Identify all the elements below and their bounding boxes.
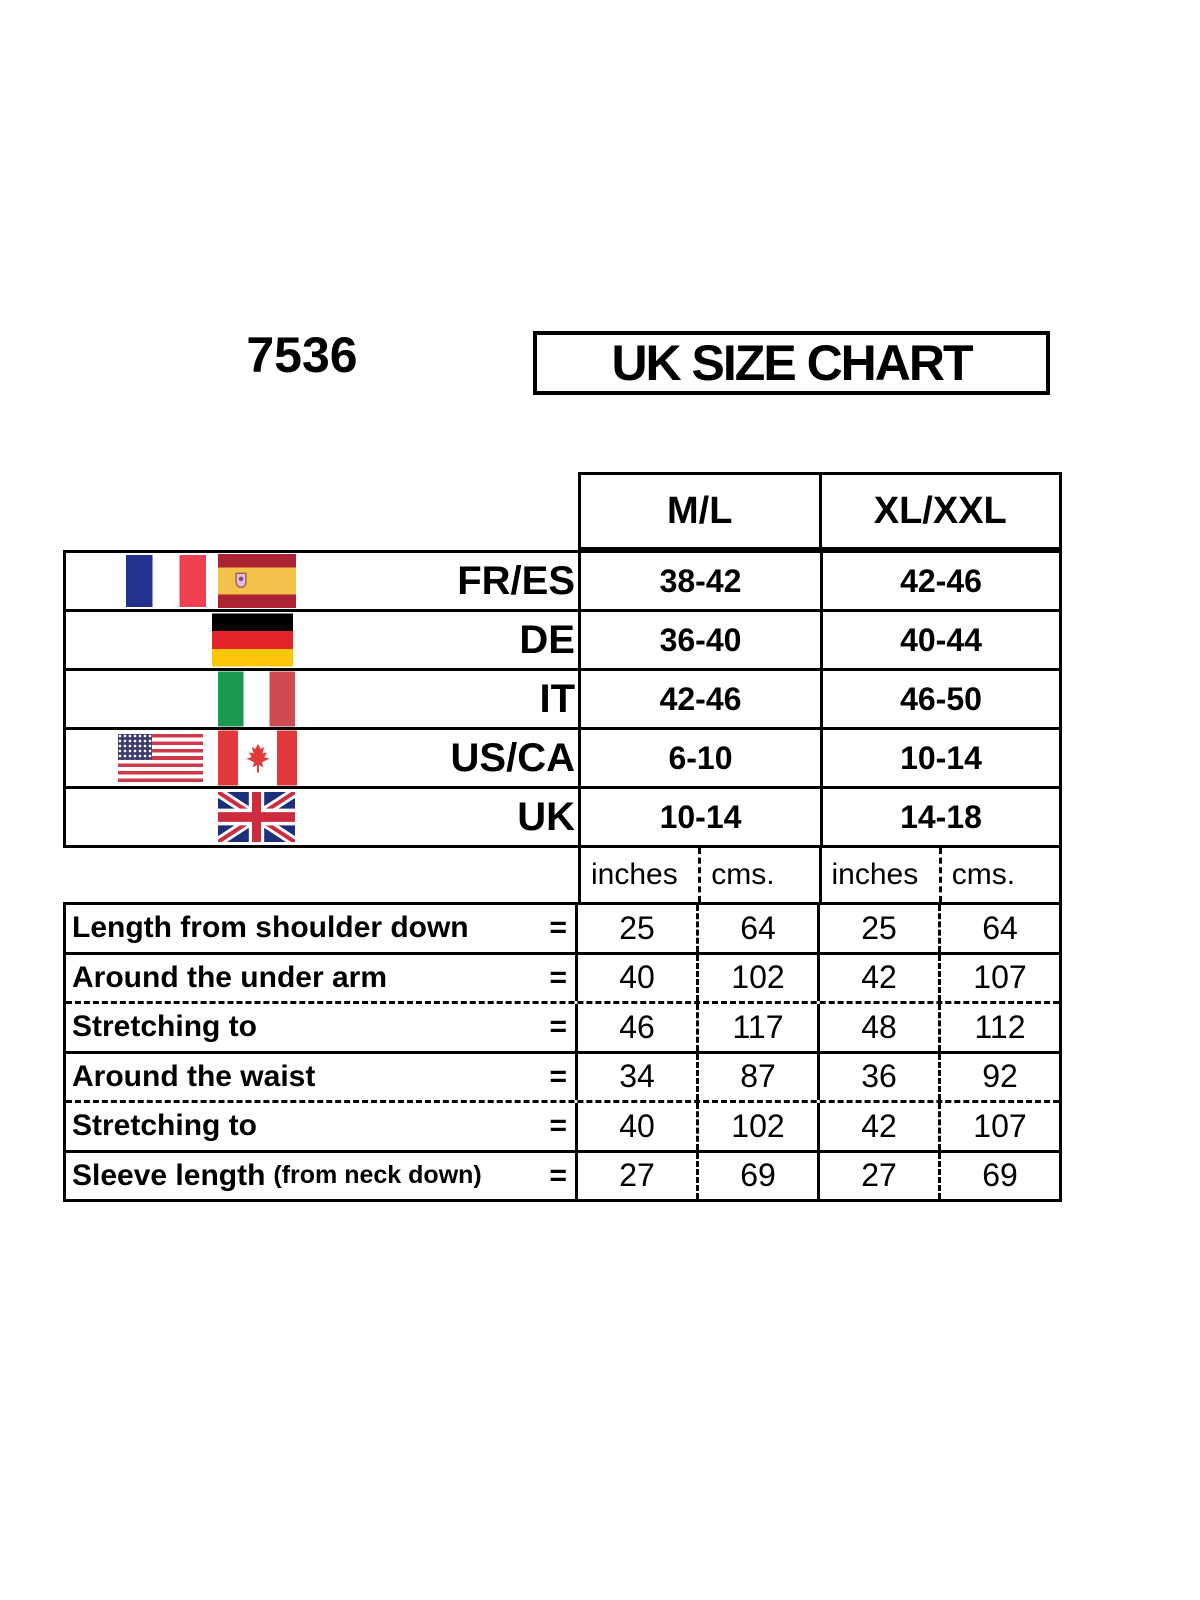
value-ml-inches: 40 [578,955,699,1002]
uk-flag-icon [218,792,295,842]
table-row-shoulder-length [66,905,1059,955]
value-xlxxl-inches: 36 [820,1054,941,1101]
table-row-under-arm [66,955,1059,1005]
table-row-de [66,612,1059,671]
measurement-label-cell [66,955,578,1002]
measurement-label-cell [66,1004,578,1051]
column-header-ml: M/L [581,475,822,547]
region-label: FR/ES [457,558,575,603]
measurement-label-cell [66,1153,578,1200]
value-xlxxl-cms: 107 [973,1107,1027,1144]
usa-flag-icon [118,734,203,782]
size-table [63,472,1062,1202]
france-flag-icon [126,555,206,607]
germany-flag-icon [212,614,293,667]
column-header-xlxxl: XL/XXL [873,489,1007,532]
measurement-label: Stretching to [72,1109,257,1143]
value-ml-inches: 40 [578,1103,699,1150]
value-xlxxl-cms: 92 [982,1058,1018,1095]
value-xlxxl-cms: 112 [974,1008,1026,1045]
value-ml-inches: 46 [578,1004,699,1051]
size-value-ml: 36-40 [581,612,823,668]
unit-header-ml-cms: cms. [701,848,821,902]
value-xlxxl-inches: 25 [820,905,941,952]
value-ml-cms: 69 [699,1153,820,1200]
size-value-ml: 6-10 [581,730,823,786]
table-row-it [66,671,1059,730]
measurement-label: Stretching to [72,1010,257,1044]
unit-header-xlxxl-inches: inches [822,848,942,902]
value-ml-cms: 87 [699,1054,820,1101]
maple-leaf-icon [242,738,274,778]
table-row-sleeve-length [66,1153,1059,1200]
equals-sign: = [549,960,567,994]
region-cell [66,553,581,609]
equals-sign: = [549,911,567,945]
equals-sign: = [549,1158,567,1192]
table-row-stretching-1 [66,1004,1059,1054]
size-column-header-row [578,472,1062,550]
measurement-label-cell [66,1103,578,1150]
value-xlxxl-cms: 107 [973,959,1027,996]
value-ml-cms: 117 [699,1004,820,1051]
size-value-xlxxl: 40-44 [900,621,982,658]
table-row-stretching-2 [66,1103,1059,1153]
size-value-xlxxl: 14-18 [900,798,982,835]
value-xlxxl-inches: 42 [820,1103,941,1150]
measurements-block [63,902,1062,1202]
value-ml-cms: 64 [699,905,820,952]
size-value-xlxxl: 46-50 [900,680,982,717]
value-xlxxl-inches: 48 [820,1004,941,1051]
measurement-label: Sleeve length [72,1158,266,1192]
spain-flag-icon [218,554,296,608]
table-row-fr-es [66,553,1059,612]
region-cell [66,612,581,668]
value-ml-inches: 27 [578,1153,699,1200]
italy-flag-icon [218,672,295,727]
measurement-label: Length from shoulder down [72,911,469,945]
value-ml-cms: 102 [699,955,820,1002]
size-value-xlxxl: 10-14 [900,739,982,776]
region-cell [66,789,581,845]
measurement-label: Around the waist [72,1059,316,1093]
value-xlxxl-cms: 64 [982,909,1018,946]
value-xlxxl-inches: 42 [820,955,941,1002]
equals-sign: = [549,1109,567,1143]
region-label: UK [517,794,575,839]
measurement-note: (from neck down) [273,1161,482,1190]
title-box [533,331,1050,395]
equals-sign: = [549,1059,567,1093]
region-rows-block [63,550,1062,848]
size-value-xlxxl: 42-46 [900,562,982,599]
table-row-uk [66,789,1059,845]
units-header-row [578,848,1062,902]
value-ml-inches: 25 [578,905,699,952]
measurement-label-cell [66,905,578,952]
unit-header-xlxxl-cms: cms. [951,858,1016,891]
page-title: UK SIZE CHART [611,335,972,391]
value-ml-cms: 102 [699,1103,820,1150]
unit-header-ml-inches: inches [581,848,701,902]
size-value-ml: 38-42 [581,553,823,609]
size-value-ml: 42-46 [581,671,823,727]
region-cell [66,671,581,727]
table-row-waist [66,1054,1059,1104]
value-ml-inches: 34 [578,1054,699,1101]
equals-sign: = [549,1010,567,1044]
region-label: DE [519,617,575,662]
product-code: 7536 [246,327,358,383]
region-cell [66,730,581,786]
table-row-us-ca [66,730,1059,789]
measurement-label: Around the under arm [72,960,388,994]
canada-flag-icon [218,731,297,786]
size-value-ml: 10-14 [581,789,823,845]
measurement-label-cell [66,1054,578,1101]
value-xlxxl-inches: 27 [820,1153,941,1200]
spain-crest-icon [234,573,248,590]
region-label: IT [539,676,575,721]
region-label: US/CA [450,735,575,780]
usa-flag-canton [118,734,152,760]
value-xlxxl-cms: 69 [982,1157,1018,1194]
